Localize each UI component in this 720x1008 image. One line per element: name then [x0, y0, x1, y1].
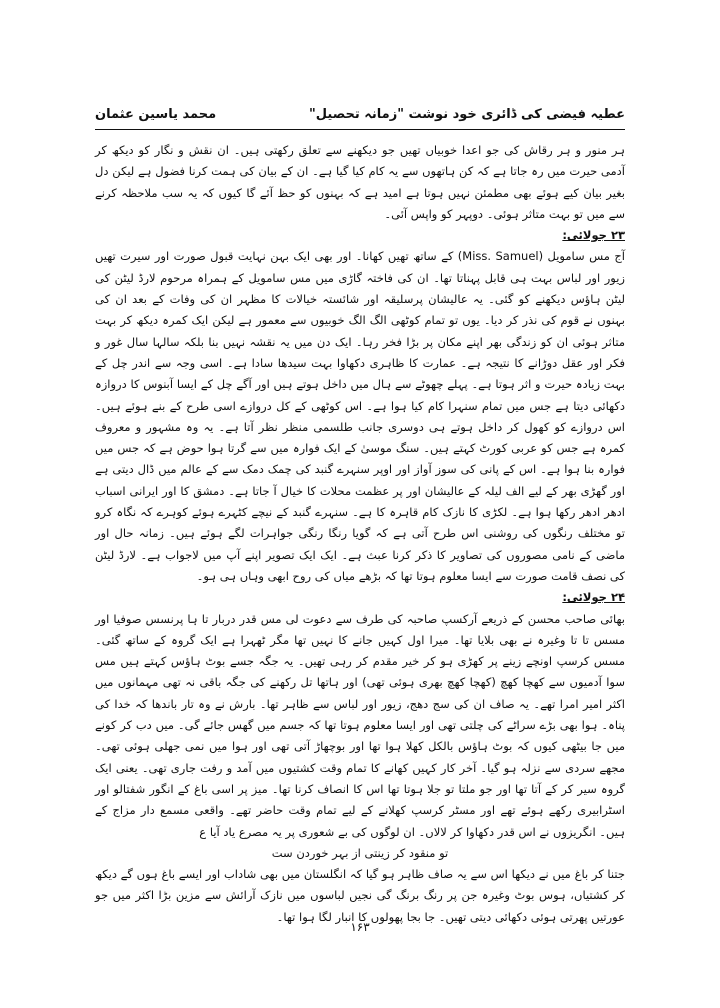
- paragraph-3: بھائی صاحب محسن کے ذریعے آرکسپ صاحبہ کی طرف سے دعوت لی مس قدر دربار تا ہا پرنسس صوفیا اور مسس تا تا وغیرہ نے بھی بلایا تھا۔ میرا اول کہیں جانے کا نہیں تھا مگر ٹھہرا ہے ایک گروہ کے ساتھ گئی۔ مسس کرسپ اونچے زینے پر کھڑی ہو کر خیر مقدم کر رہی تھیں۔ یہ جگہ جسے بوٹ ہاؤس کہتے ہیں مس سوا آدمیوں سے کھچا کھچ (کھچا کھچ بھری ہوئی تھی) اور ہاتھا تل رکھنے کی جگہ باقی نہ تھی مہمانوں میں اکثر امیر امرا تھے۔ یہ صاف ان کی سج دھج، زیور اور لباس سے ظاہر تھا۔ بارش نے وہ تار باندھا کہ خدا کی پناہ۔ ہوا بھی بڑے سراٹے کی چلتی تھی اور ایسا معلوم ہوتا تھا کہ جسم میں گھس جائے گی۔ میں دب کر کونے میں جا بیٹھی کیوں کہ بوٹ ہاؤس بالکل کھلا ہوا تھا اور بوچھاڑ آتی تھی اور ہوا میں نمی جھلی ہوئی تھی۔ مجھے سردی سے نزلہ ہو گیا۔ آخر کار کہیں کھانے کا تمام وقت کشتیوں میں آمد و رفت جاری تھی۔ یعنی ایک گروہ سیر کر کے آتا تھا اور جو ملتا تو جلا ہوتا تھا اس کا انصاف کرنا تھا۔ میز پر اسی باغ کے انگور شفتالو اور اسٹرابیری رکھے ہوئے تھے اور مسٹر کرسپ کھلانے کے لیے تمام وقت حاضر تھے۔ واقعی مسمع دار مزاج کے ہیں۔ انگریزوں نے اس قدر دکھاوا کر لالاں۔ ان لوگوں کی بے شعوری پر یہ مصرع یاد آیا ع: [95, 611, 625, 839]
- section-heading-23-july: ۲۳ جولائی:: [562, 228, 625, 243]
- paragraph-1: ہر منور و ہر رقاش کی جو اعدا خوبیاں تھیں جو دیکھنے سے تعلق رکھتی ہیں۔ ان نقش و نگار کو دیکھ کر آدمی حیرت میں رہ جاتا ہے کہ کن ہاتھوں سے یہ کام کیا گیا ہے۔ ان کے بیان کی ہمت کرنا فضول ہے لیکن دل بغیر بیان کیے ہوئے بھی مطمئن نہیں ہوتا ہے امید ہے کہ بہنوں کو حظ آئے گا کیوں کہ یہ سب ملاحظہ کرنے سے میں تو بہت متاثر ہوئی۔ دوپہر کو واپس آئی۔: [95, 143, 625, 221]
- page-body: [95, 140, 625, 928]
- paragraph-2: آج مس سامویل (Miss. Samuel) کے ساتھ تھیں کھانا۔ اور بھی ایک بہن نہایت قبول صورت اور سیرت تھیں زیور اور لباس بہت ہی قابل پہناتا تھا۔ ان کی فاختہ گاڑی میں مس سامویل کے ہمراہ مرحوم لارڈ لیٹن کی لیٹن ہاؤس دیکھنے کو گئی۔ یہ عالیشان پرسلیقہ اور شائستہ خیالات کا مظہر ان کی وفات کے بعد ان کی بہنوں نے قوم کی نذر کر دیا۔ یوں تو تمام کوٹھی الگ الگ خوبیوں سے معمور ہے لیکن ایک کمرہ دیکھ کر بہت متاثر ہوئی ان کو زندگی بھر اپنے مکان پر بڑا فخر رہا۔ ایک دن میں یہ نقشہ نہیں بنا بلکہ سالہا سال غور و فکر اور عقل دوڑانے کا نتیجہ ہے۔ عمارت کا ظاہری دکھاوا بہت سیدھا سادا ہے۔ اسی وجہ سے اندر چل کے بہت زیادہ حیرت و اثر ہوتا ہے۔ پہلے چھوٹے سے ہال میں داخل ہوتے ہیں اور آگے چل کے ایسا آبنوس کا دروازہ دکھائی دیتا ہے جس میں تمام سنہرا کام کیا ہوا ہے۔ اس کوٹھی کے کل دروازے اسی طرح کے بنے ہوئے ہیں۔ اس دروازے کو کھول کر داخل ہوتے ہی دوسری جانب طلسمی منظر نظر آتا ہے۔ یہ وہ مشہور و معروف کمرہ ہے جس کو عربی کورٹ کہتے ہیں۔ سنگ موسیٰ کے ایک فوارہ میں سے گرتا ہوا حوض ہے کہ جس میں فوارہ بنا ہوا ہے۔ اس کے پانی کی سوز آواز اور اوپر سنہرے گنبد کی چمک دمک سے کے عالم میں ڈال دیتی ہے اور گھڑی بھر کے لیے الف لیلہ کے عالیشان اور پر عظمت محلات کا خیال آ جاتا ہے۔ دمشق کا اور ایرانی اسباب ادھر ادھر رکھا ہوا ہے۔ لکڑی کا نازک کام قاہرہ کا ہے۔ سنہرے گنبد کے نیچے کٹہرے ہوئے کوہرے کہ نگاہ کرو تو مختلف رنگوں کی روشنی اس طرح آتی ہے کہ گویا رنگا رنگی جواہرات لگے ہوئے ہیں۔ زمانہ حال اور ماضی کے نامی مصوروں کی تصاویر کا ذکر کرنا عبث ہے۔ ایک ایک تصویر اپنے آپ میں لاجواب ہے۔ لارڈ لیٹن کی نصف قامت صورت سے ایسا معلوم ہوتا تھا کہ بڑھے میاں کی روح ابھی وہاں ہی ہو۔: [95, 249, 625, 583]
- page-header: [95, 103, 625, 125]
- section-heading-24-july: ۲۴ جولائی:: [562, 590, 625, 605]
- header-author: محمد یاسین عثمان: [95, 106, 217, 122]
- paragraph-4: جتنا کر باغ میں نے دیکھا اس سے یہ صاف ظاہر ہو گیا کہ انگلستان میں بھی شاداب اور ایسے باغ ہوں گے دیکھ کر کشتیاں، ہوس بوٹ وغیرہ جن پر رنگ برنگ گی نجیں لباسوں میں نازک آرائش سے مزین بڑا اکثر میں جو عورتیں پھرتی ہوئی دکھائی دیتی تھیں۔ جا بجا پھولوں کا انبار لگا ہوا تھا۔: [95, 867, 625, 924]
- header-title: عطیہ فیضی کی ڈائری خود نوشت "زمانہ تحصیل": [309, 106, 625, 122]
- header-rule: [95, 129, 625, 130]
- page-number: ۱۶۳: [350, 920, 370, 934]
- verse-line: تو منقود کر زینتی از بہر خوردن ست: [271, 845, 449, 860]
